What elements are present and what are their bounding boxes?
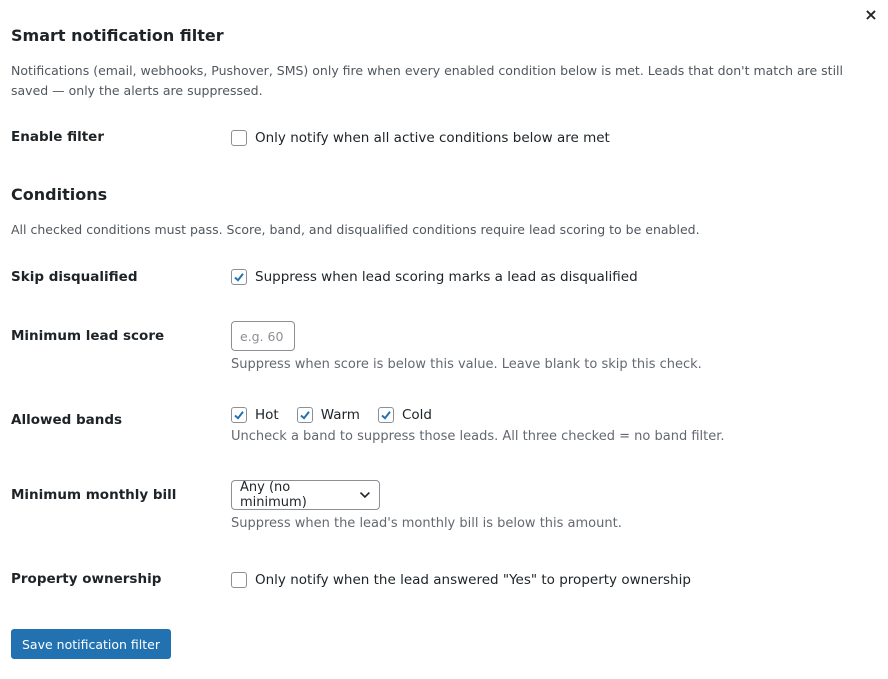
intro-description: Notifications (email, webhooks, Pushover, SMS) only fire when every enabled condition below is met. Leads that don't match are still saved — only the alerts are suppressed. <box>11 63 843 98</box>
min-monthly-bill-label: Minimum monthly bill <box>11 487 177 503</box>
property-ownership-checkbox-label: Only notify when the lead answered "Yes" to property ownership <box>255 572 691 588</box>
min-monthly-bill-help: Suppress when the lead's monthly bill is below this amount. <box>231 516 622 531</box>
checkmark-icon <box>233 409 245 421</box>
conditions-heading: Conditions <box>11 185 108 204</box>
page-title: Smart notification filter <box>11 26 224 45</box>
chevron-down-icon <box>359 491 371 499</box>
band-warm-checkbox[interactable] <box>297 407 313 423</box>
band-option-hot[interactable] <box>231 407 279 423</box>
enable-filter-label: Enable filter <box>11 129 104 145</box>
close-icon[interactable]: × <box>864 4 878 24</box>
band-cold-checkbox[interactable] <box>378 407 394 423</box>
enable-filter-row[interactable] <box>231 129 610 147</box>
save-button[interactable]: Save notification filter <box>11 629 171 659</box>
min-monthly-bill-field <box>231 480 622 533</box>
min-monthly-bill-select[interactable] <box>231 480 380 510</box>
checkmark-icon <box>299 409 311 421</box>
skip-disqualified-label: Skip disqualified <box>11 269 138 285</box>
band-option-warm[interactable] <box>297 407 360 423</box>
min-lead-score-label: Minimum lead score <box>11 328 165 344</box>
band-cold-label: Cold <box>401 407 432 423</box>
skip-disqualified-checkbox[interactable] <box>231 269 247 285</box>
checkmark-icon <box>233 271 245 283</box>
skip-disqualified-row[interactable] <box>231 268 638 286</box>
property-ownership-row[interactable] <box>231 571 691 589</box>
conditions-description: All checked conditions must pass. Score, band, and disqualified conditions require lead scoring to be enabled. <box>11 222 700 237</box>
enable-filter-checkbox[interactable] <box>231 130 247 146</box>
allowed-bands-options <box>231 407 725 423</box>
enable-filter-checkbox-label: Only notify when all active conditions below are met <box>255 130 610 146</box>
allowed-bands-help: Uncheck a band to suppress those leads. All three checked = no band filter. <box>231 429 725 444</box>
property-ownership-label: Property ownership <box>11 571 162 587</box>
band-hot-label: Hot <box>255 407 279 423</box>
min-lead-score-help: Suppress when score is below this value. Leave blank to skip this check. <box>231 357 702 372</box>
band-option-cold[interactable] <box>378 407 432 423</box>
band-warm-label: Warm <box>320 407 360 423</box>
min-monthly-bill-selected: Any (no minimum) <box>240 480 307 510</box>
min-lead-score-field <box>231 321 702 374</box>
allowed-bands-label: Allowed bands <box>11 412 123 428</box>
band-hot-checkbox[interactable] <box>231 407 247 423</box>
skip-disqualified-checkbox-label: Suppress when lead scoring marks a lead as disqualified <box>255 269 638 285</box>
checkmark-icon <box>380 409 392 421</box>
allowed-bands-field <box>231 407 725 446</box>
min-lead-score-input[interactable] <box>231 321 295 351</box>
property-ownership-checkbox[interactable] <box>231 572 247 588</box>
